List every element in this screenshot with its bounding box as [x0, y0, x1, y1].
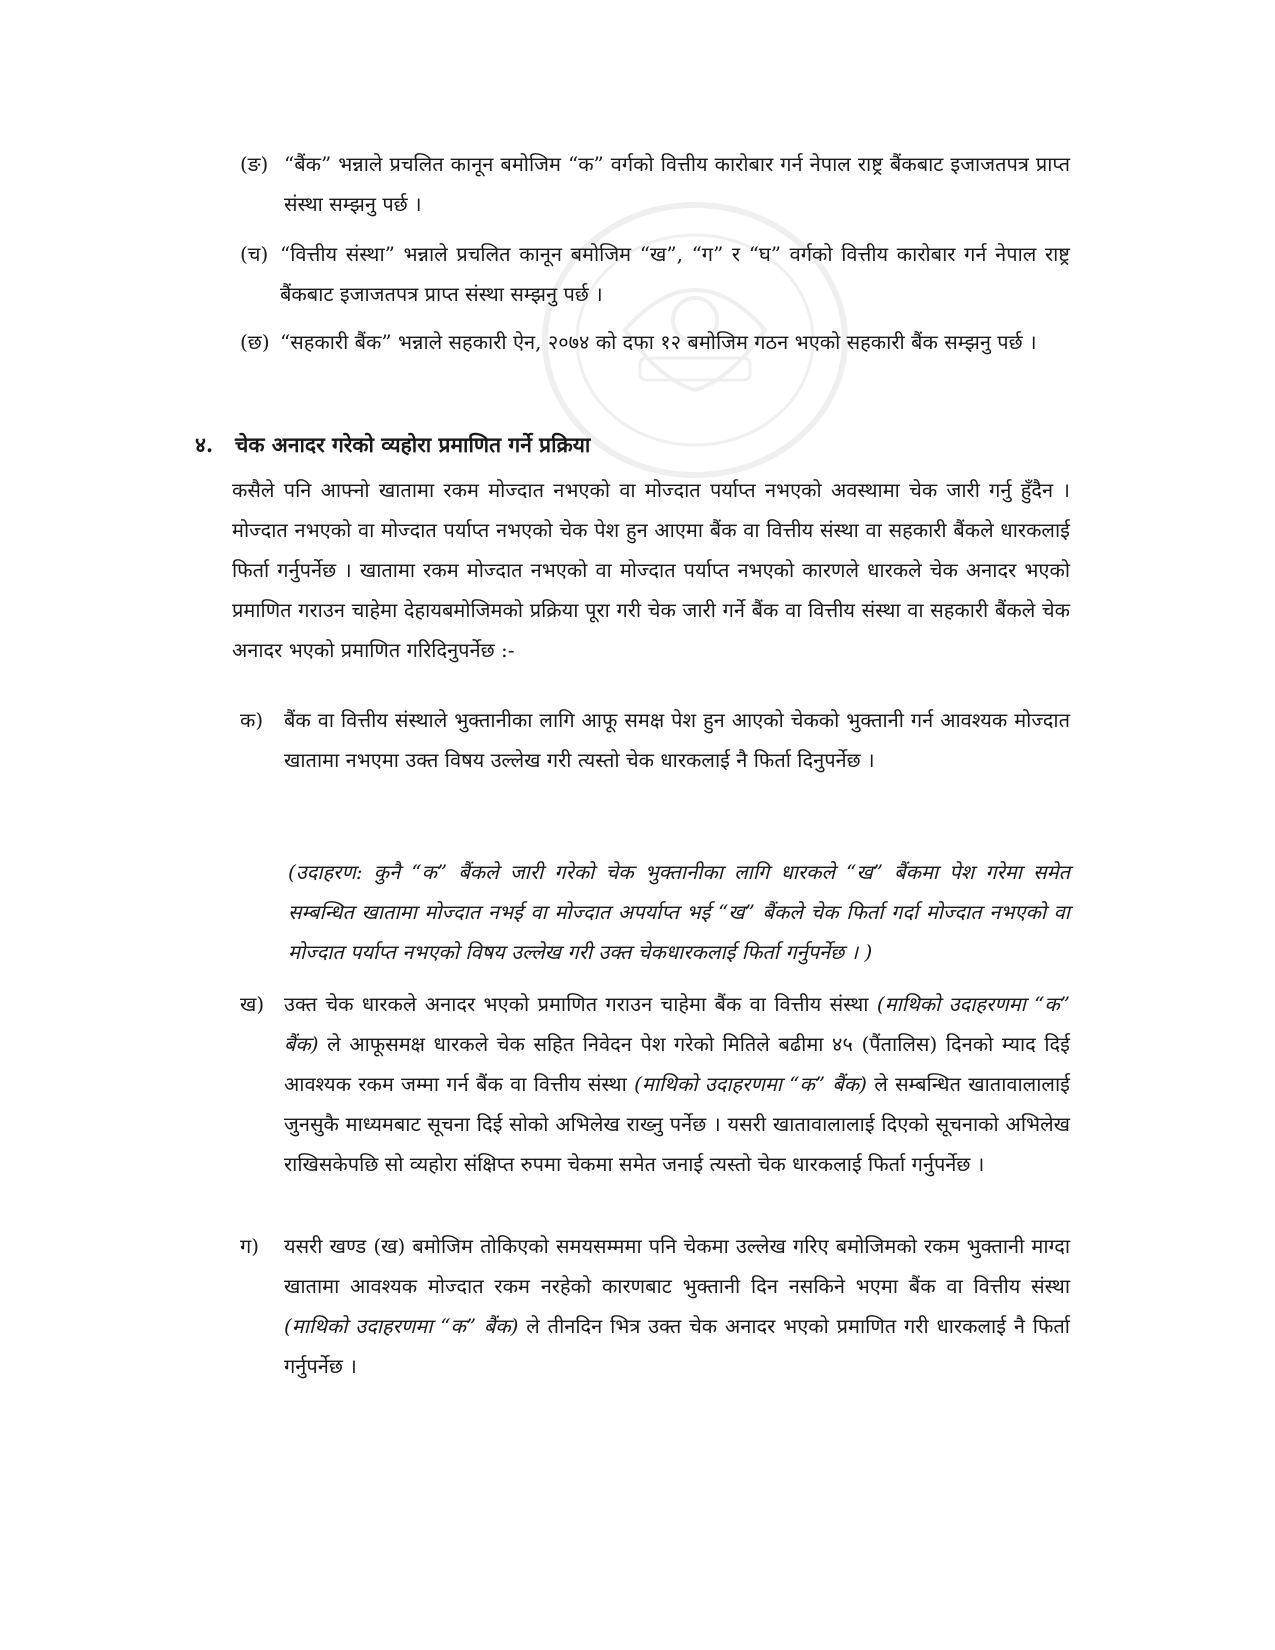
step-text-part: यसरी खण्ड (ख) बमोजिम तोकिएको समयसम्ममा पनि चेकमा उल्लेख गरिए बमोजिमको रकम भुक्तानी माग्दा खातामा आवश्यक मोज्दात रकम नरहेको कारणबाट भुक्तानी दिन नसकिने भएमा बैंक वा वित्तीय संस्था	[284, 1234, 1070, 1298]
step-text-part: ले आफूसमक्ष धारकले चेक सहित निवेदन पेश गरेको मितिले बढीमा ४५ (पैंतालिस) दिनको म्याद दिई आवश्यक रकम जम्मा गर्न बैंक वा वित्तीय संस्था	[284, 1032, 1070, 1096]
step-text-part: उक्त चेक धारकले अनादर भएको प्रमाणित गराउन चाहेमा बैंक वा वित्तीय संस्था	[284, 992, 877, 1016]
step-text: बैंक वा वित्तीय संस्थाले भुक्तानीका लागि आफू समक्ष पेश हुन आएको चेकको भुक्तानी गर्न आवश्यक मोज्दात खातामा नभएमा उक्त विषय उल्लेख गरी त्यस्तो चेक धारकलाई नै फिर्ता दिनुपर्नेछ ।	[284, 708, 1070, 772]
step-text	[284, 1226, 1070, 1386]
definition-marker: (छ)	[240, 330, 270, 354]
section-intro-paragraph: कसैले पनि आफ्नो खातामा रकम मोज्दात नभएको वा मोज्दात पर्याप्त नभएको अवस्थामा चेक जारी गर्नु हुँदैन । मोज्दात नभएको वा मोज्दात पर्याप्त नभएको चेक पेश हुन आएमा बैंक वा वित्तीय संस्था वा सहकारी बैंकले धारकलाई फिर्ता गर्नुपर्नेछ । खातामा रकम मोज्दात नभएको वा मोज्दात पर्याप्त नभएको कारणले धारकले चेक अनादर भएको प्रमाणित गराउन चाहेमा देहायबमोजिमको प्रक्रिया पूरा गरी चेक जारी गर्ने बैंक वा वित्तीय संस्था वा सहकारी बैंकले चेक अनादर भएको प्रमाणित गरिदिनुपर्नेछ :-	[232, 478, 1070, 662]
example-reference: (माथिको उदाहरणमा “क” बैंक)	[284, 1314, 519, 1338]
example-reference: (माथिको उदाहरणमा “क” बैंक)	[634, 1072, 867, 1096]
example-note: (उदाहरण: कुनै “क” बैंकले जारी गरेको चेक भुक्तानीका लागि धारकले “ख” बैंकमा पेश गरेमा समेत सम्बन्धित खातामा मोज्दात नभई वा मोज्दात अपर्याप्त भई “ख” बैंकले चेक फिर्ता गर्दा मोज्दात नभएको वा मोज्दात पर्याप्त नभएको विषय उल्लेख गरी उक्त चेकधारकलाई फिर्ता गर्नुपर्नेछ । )	[288, 860, 1070, 964]
step-kha	[240, 984, 1070, 1184]
step-text	[284, 984, 1070, 1184]
step-text-part: ले सम्बन्धित खातावालालाई जुनसुकै माध्यमबाट सूचना दिई सोको अभिलेख राख्नु पर्नेछ । यसरी खातावालालाई दिएको सूचनाको अभिलेख राखिसकेपछि सो व्यहोरा संक्षिप्त रुपमा चेकमा समेत जनाई त्यस्तो चेक धारकलाई फिर्ता गर्नुपर्नेछ ।	[284, 1072, 1070, 1176]
step-marker: ग)	[240, 1234, 260, 1258]
example-reference: (माथिको उदाहरणमा “क” बैंक)	[284, 992, 1070, 1056]
definition-cha	[240, 234, 1070, 314]
step-marker: क)	[240, 708, 264, 732]
section-title: चेक अनादर गरेको व्यहोरा प्रमाणित गर्ने प्रक्रिया	[235, 432, 591, 457]
step-ka	[240, 700, 1070, 780]
definition-marker: (ङ)	[240, 152, 269, 176]
definition-text: “सहकारी बैंक” भन्नाले सहकारी ऐन, २०७४ को दफा १२ बमोजिम गठन भएको सहकारी बैंक सम्झनु पर्छ ।	[280, 330, 1037, 354]
section-heading	[195, 425, 590, 465]
definition-nga	[240, 144, 1070, 224]
definition-text: “वित्तीय संस्था” भन्नाले प्रचलित कानून बमोजिम “ख”, “ग” र “घ” वर्गको वित्तीय कारोबार गर्न नेपाल राष्ट्र बैंकबाट इजाजतपत्र प्राप्त संस्था सम्झनु पर्छ ।	[280, 242, 1070, 306]
section-number: ४.	[195, 432, 214, 457]
step-ga	[240, 1226, 1070, 1386]
definition-text: “बैंक” भन्नाले प्रचलित कानून बमोजिम “क” वर्गको वित्तीय कारोबार गर्न नेपाल राष्ट्र बैंकबाट इजाजतपत्र प्राप्त संस्था सम्झनु पर्छ ।	[284, 152, 1070, 216]
step-text-part: ले तीनदिन भित्र उक्त चेक अनादर भएको प्रमाणित गरी धारकलाई नै फिर्ता गर्नुपर्नेछ ।	[284, 1314, 1070, 1378]
step-marker: ख)	[240, 992, 265, 1016]
definition-marker: (च)	[240, 242, 269, 266]
definition-chha	[240, 322, 1070, 362]
